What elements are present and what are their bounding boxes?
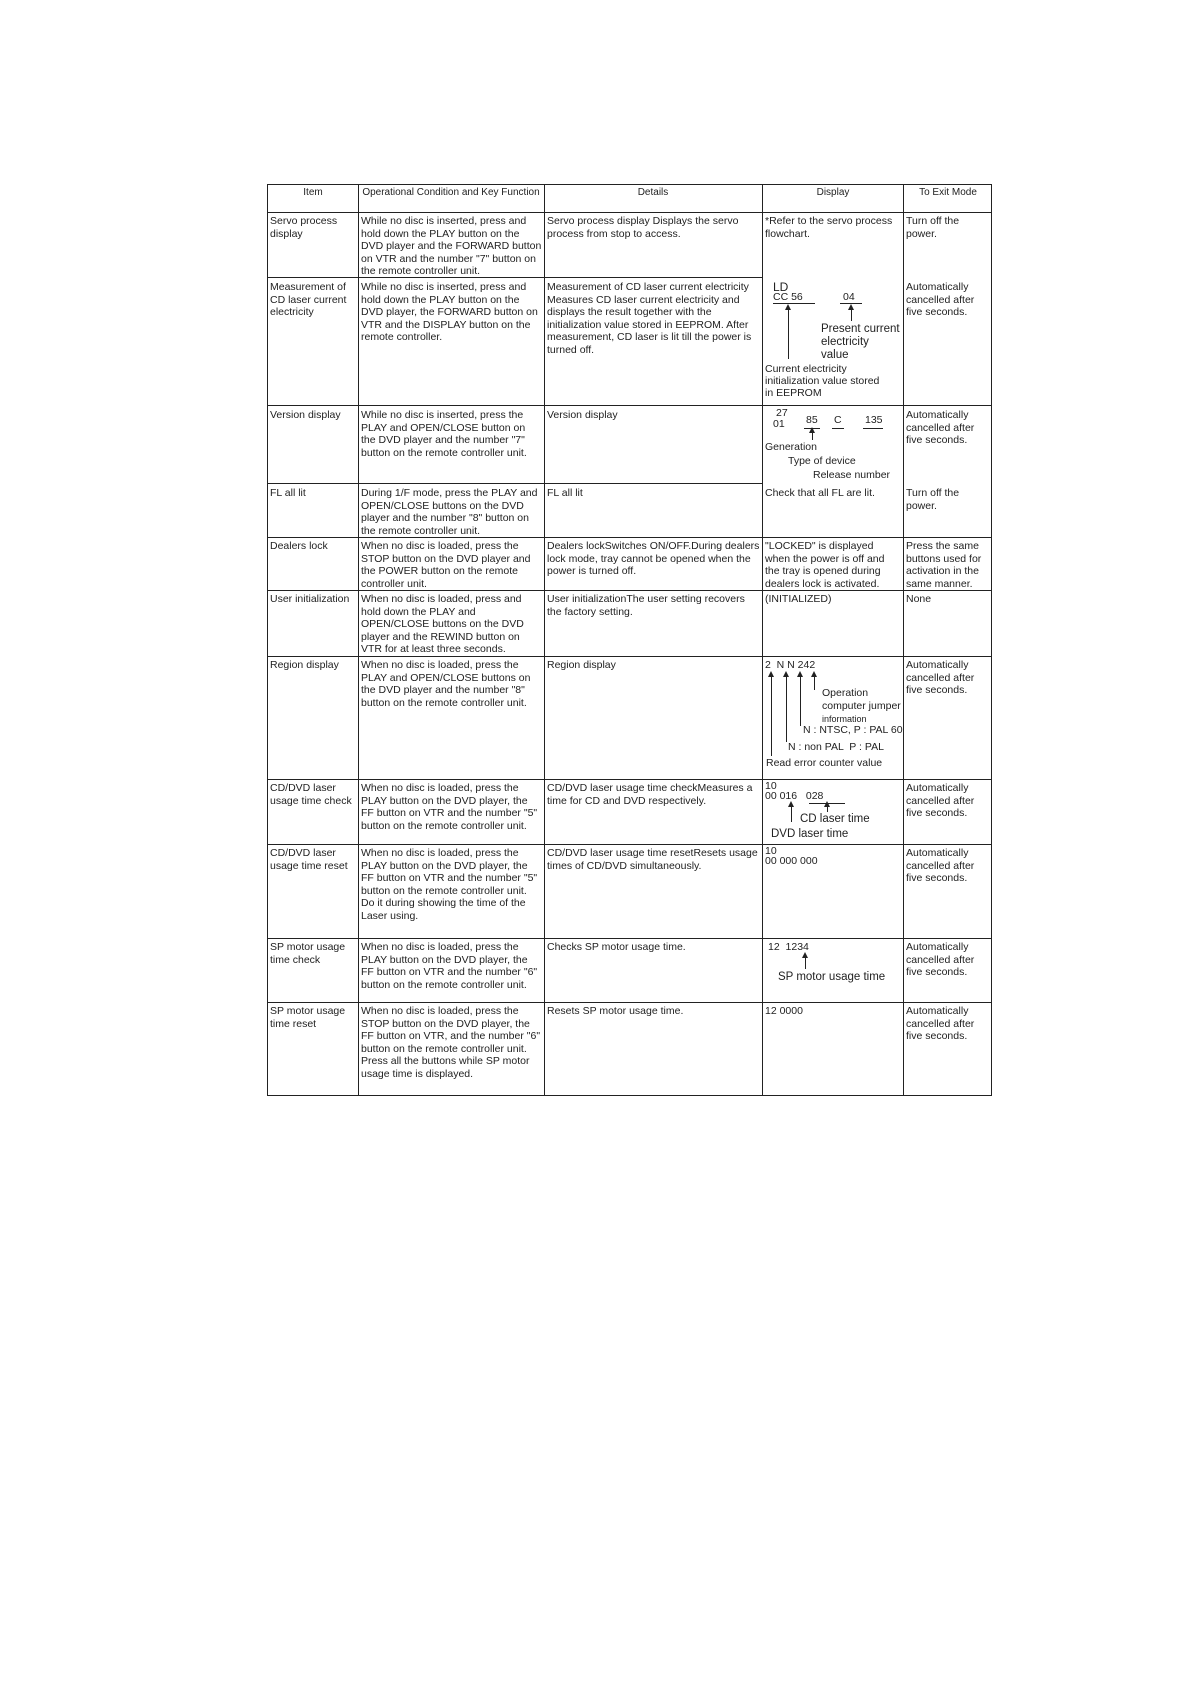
init-label: Current electricity initialization value stored in EEPROM: [765, 363, 880, 399]
condition-cell: When no disc is loaded, press the STOP button on the DVD player, the FF button on VTR, and the number "6" button on the remote controller unit. Press all the buttons while SP motor usage time is displayed.: [361, 1005, 541, 1080]
header-item: Item: [303, 187, 323, 198]
item-cell: SP motor usage time check: [270, 941, 346, 966]
item-cell: Measurement of CD laser current electricity: [270, 281, 347, 318]
item-cell: Dealers lock: [270, 540, 328, 552]
laser-top: 10: [765, 780, 777, 792]
item-cell: Region display: [270, 659, 339, 671]
row-divider: [268, 590, 991, 591]
exit-cell: Turn off the power.: [906, 487, 960, 512]
item-cell: Servo process display: [270, 215, 338, 240]
info-label: information: [822, 714, 867, 724]
current-value: 04: [843, 291, 855, 303]
ld-label: LD: [773, 280, 789, 294]
details-cell: Resets SP motor usage time.: [547, 1005, 684, 1017]
ntsc-label: N : NTSC, P : PAL 60: [803, 724, 903, 736]
underline: [863, 428, 883, 429]
item-cell: FL all lit: [270, 487, 306, 499]
details-cell: User initializationThe user setting recovers the factory setting.: [547, 593, 745, 618]
column-divider: [544, 185, 545, 1095]
row-divider: [268, 537, 991, 538]
details-cell: Dealers lockSwitches ON/OFF.During dealers lock mode, tray cannot be opened when the power is turned off.: [547, 540, 760, 577]
generation-label: Generation: [765, 441, 817, 453]
arrow-icon: [812, 432, 813, 440]
version-gen: 01: [773, 418, 785, 430]
arrow-icon: [788, 309, 789, 359]
column-divider: [903, 185, 904, 1095]
item-cell: Version display: [270, 409, 341, 421]
arrow-icon: [800, 676, 801, 726]
item-cell: User initialization: [270, 593, 350, 605]
present-label: Present current electricity value: [821, 323, 900, 361]
item-cell: SP motor usage time reset: [270, 1005, 346, 1030]
item-cell: CD/DVD laser usage time check: [270, 782, 352, 807]
condition-cell: When no disc is loaded, press the STOP button on the DVD player and the POWER button on the remote controller unit.: [361, 540, 531, 590]
display-cell: (INITIALIZED): [765, 593, 832, 605]
condition-cell: When no disc is loaded, press the PLAY and OPEN/CLOSE buttons on the DVD player and the number "8" button on the remote controller unit.: [361, 659, 531, 709]
read-error-label: Read error counter value: [766, 757, 883, 769]
exit-cell: Automatically cancelled after five seconds.: [906, 847, 975, 884]
display-cell: 12 0000: [765, 1005, 803, 1017]
laser-row: 00 016 028: [765, 790, 824, 802]
details-cell: CD/DVD laser usage time resetResets usage times of CD/DVD simultaneously.: [547, 847, 758, 872]
details-cell: Servo process display Displays the servo process from stop to access.: [547, 215, 739, 240]
exit-cell: Automatically cancelled after five seconds.: [906, 941, 975, 978]
arrow-icon: [771, 676, 772, 756]
row-divider: [268, 212, 991, 213]
header-display: Display: [816, 187, 850, 198]
condition-cell: While no disc is inserted, press and hold down the PLAY button on the DVD player, the FORWARD button on VTR and the DISPLAY button on the remote controller.: [361, 281, 538, 343]
row-divider: [268, 938, 991, 939]
exit-cell: Turn off the power.: [906, 215, 960, 240]
arrow-icon: [814, 676, 815, 690]
condition-cell: When no disc is loaded, press the PLAY button on the DVD player, the FF button on VTR and the number "6" button on the remote controller unit.: [361, 941, 538, 991]
dvd-laser-label: DVD laser time: [771, 828, 849, 840]
condition-cell: While no disc is inserted, press the PLAY and OPEN/CLOSE button on the DVD player and the number "7" button on the remote controller unit.: [361, 409, 527, 459]
exit-cell: Automatically cancelled after five seconds.: [906, 782, 975, 819]
header-exit: To Exit Mode: [919, 187, 977, 198]
cc-code: CC 56: [773, 291, 803, 303]
display-cell: "LOCKED" is displayed when the power is off and the tray is opened during dealers lock is activated.: [765, 540, 885, 590]
header-details: Details: [637, 187, 669, 198]
header-condition: Operational Condition and Key Function: [362, 187, 540, 198]
arrow-icon: [827, 806, 828, 812]
condition-cell: During 1/F mode, press the PLAY and OPEN/CLOSE buttons on the DVD player and the number "8" button on the remote controller unit.: [361, 487, 538, 537]
reset-row: 00 000 000: [765, 855, 818, 867]
arrow-icon: [791, 806, 792, 822]
details-cell: Measurement of CD laser current electricity Measures CD laser current electricity and displays the result together with the initialization value stored in EEPROM. After measurement, CD laser is lit till the power is turned off.: [547, 281, 752, 356]
details-cell: Version display: [547, 409, 618, 421]
exit-cell: Press the same buttons used for activation in the same manner.: [906, 540, 982, 590]
sp-code: 12 1234: [768, 941, 809, 953]
condition-cell: When no disc is loaded, press the PLAY button on the DVD player, the FF button on VTR and the number "5" button on the remote controller unit.: [361, 782, 538, 832]
region-code: 2 N N 242: [765, 659, 816, 671]
row-divider: [268, 779, 991, 780]
pal-label: N : non PAL P : PAL: [788, 741, 884, 753]
version-c: 135: [865, 414, 883, 426]
condition-cell: When no disc is loaded, press and hold down the PLAY and OPEN/CLOSE buttons on the DVD player and the REWIND button on VTR for at least three seconds.: [361, 593, 524, 655]
condition-cell: When no disc is loaded, press the PLAY button on the DVD player, the FF button on VTR and the number "5" button on the remote controller unit. Do it during showing the time of the Laser using.: [361, 847, 538, 922]
reset-top: 10: [765, 845, 777, 857]
column-divider: [358, 185, 359, 1095]
service-mode-table: [267, 184, 992, 1096]
details-cell: FL all lit: [547, 487, 583, 499]
arrow-icon: [851, 309, 852, 321]
arrow-icon: [805, 957, 806, 969]
type-label: Type of device: [788, 455, 856, 467]
exit-cell: Automatically cancelled after five seconds.: [906, 1005, 975, 1042]
details-cell: CD/DVD laser usage time checkMeasures a time for CD and DVD respectively.: [547, 782, 753, 807]
cd-laser-label: CD laser time: [800, 813, 870, 825]
details-cell: Region display: [547, 659, 616, 671]
exit-cell: Automatically cancelled after five seconds.: [906, 409, 975, 446]
version-top: 27: [776, 407, 788, 419]
underline: [832, 428, 844, 429]
row-divider: [268, 405, 991, 406]
version-a: 85: [806, 414, 818, 426]
display-cell: Check that all FL are lit.: [765, 487, 875, 499]
underline: [773, 303, 815, 304]
row-divider: [268, 277, 762, 278]
column-divider: [762, 185, 763, 1095]
exit-cell: Automatically cancelled after five seconds.: [906, 659, 975, 696]
details-cell: Checks SP motor usage time.: [547, 941, 686, 953]
operation-label: Operation computer jumper: [822, 687, 901, 712]
row-divider: [268, 656, 991, 657]
arrow-icon: [786, 676, 787, 742]
sp-usage-label: SP motor usage time: [778, 971, 886, 983]
display-cell: *Refer to the servo process flowchart.: [765, 215, 893, 240]
row-divider: [268, 483, 762, 484]
item-cell: CD/DVD laser usage time reset: [270, 847, 348, 872]
exit-cell: Automatically cancelled after five seconds.: [906, 281, 975, 318]
release-label: Release number: [813, 469, 891, 481]
row-divider: [268, 844, 991, 845]
version-b: C: [834, 414, 842, 426]
condition-cell: While no disc is inserted, press and hold down the PLAY button on the DVD player and the FORWARD button on VTR and the number "7" button on the remote controller unit.: [361, 215, 542, 277]
exit-cell: None: [906, 593, 932, 605]
